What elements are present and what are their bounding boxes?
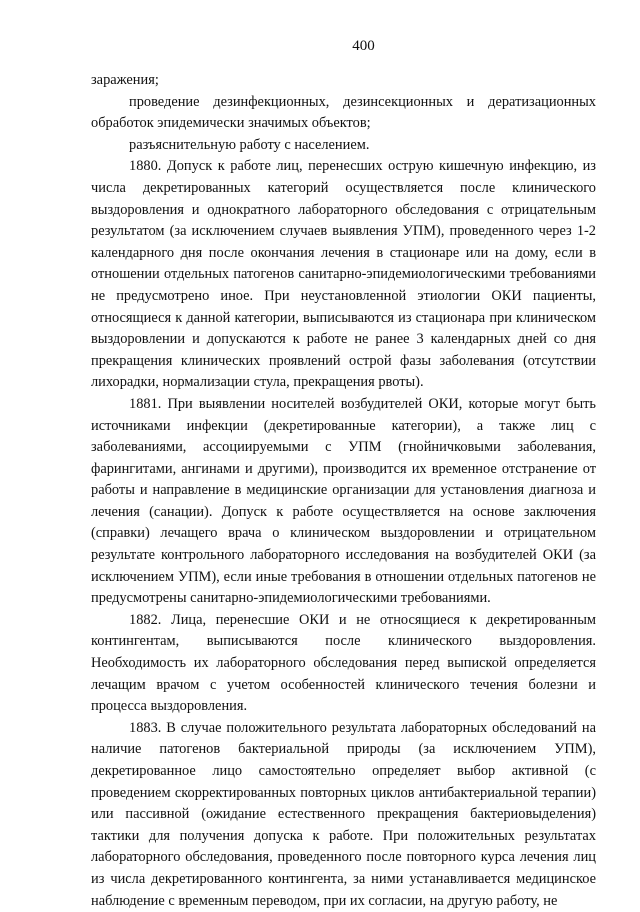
paragraph-1883: 1883. В случае положительного результата лабораторных обследований на наличие патогенов бактериальной природы (за исключением УПМ), декретированное лицо самостоятельно определяет выбор активной (с проведением скорректированных повторных циклов антибактериальной терапии) или пассивной (ожидание естественного прекращения бактериовыделения) тактики для получения допуска к работе. При положительных результатах лабораторного обследования, проведенного после повторного курса лечения лиц из числа декретированного контингента, за ними устанавливается медицинское наблюдение с временным переводом, при их согласии, на другую работу, не <box>91 719 596 909</box>
paragraph-1880: 1880. Допуск к работе лиц, перенесших острую кишечную инфекцию, из числа декретированных категорий осуществляется после клинического выздоровления и однократного лабораторного обследования с отрицательным результатом (за исключением случаев выявления УПМ), проведенного через 1-2 календарного дня после окончания лечения в стационаре или на дому, если в отношении отдельных патогенов санитарно-эпидемиологическими требованиями не предусмотрено иное. При неустановленной этиологии ОКИ пациенты, относящиеся к данной категории, выписываются из стационара при клиническом выздоровлении и допускаются к работе не ранее 3 календарных дней со дня прекращения клинических проявлений острой фазы заболевания (отсутствии лихорадки, нормализации стула, прекращения рвоты). <box>91 158 596 391</box>
paragraph-disinfection: проведение дезинфекционных, дезинсекционных и дератизационных обработок эпидемически значимых объектов; <box>91 93 596 132</box>
page-number: 400 <box>352 38 375 54</box>
paragraph-1882: 1882. Лица, перенесшие ОКИ и не относящиеся к декретированным контингентам, выписываются после клинического выздоровления. Необходимость их лабораторного обследования перед выпиской определяется лечащим врачом с учетом особенностей клинического течения болезни и процесса выздоровления. <box>91 611 596 715</box>
paragraph-1881: 1881. При выявлении носителей возбудителей ОКИ, которые могут быть источниками инфекции (декретированные категории), а также лиц с заболеваниями, ассоциируемыми с УПМ (гнойничковыми заболевания, фарингитами, ангинами и другими), производится их временное отстранение от работы и направление в медицинские организации для установления диагноза и лечения (санации). Допуск к работе осуществляется на основе заключения (справки) лечащего врача о клиническом выздоровлении и отрицательном результате контрольного лабораторного исследования на возбудителей ОКИ (за исключением УПМ), если иные требования в отношении отдельных патогенов не предусмотрены санитарно-эпидемиологическими требованиями. <box>91 395 596 607</box>
paragraph-continuation: заражения; <box>91 72 159 88</box>
paragraph-outreach: разъяснительную работу с населением. <box>129 136 370 153</box>
